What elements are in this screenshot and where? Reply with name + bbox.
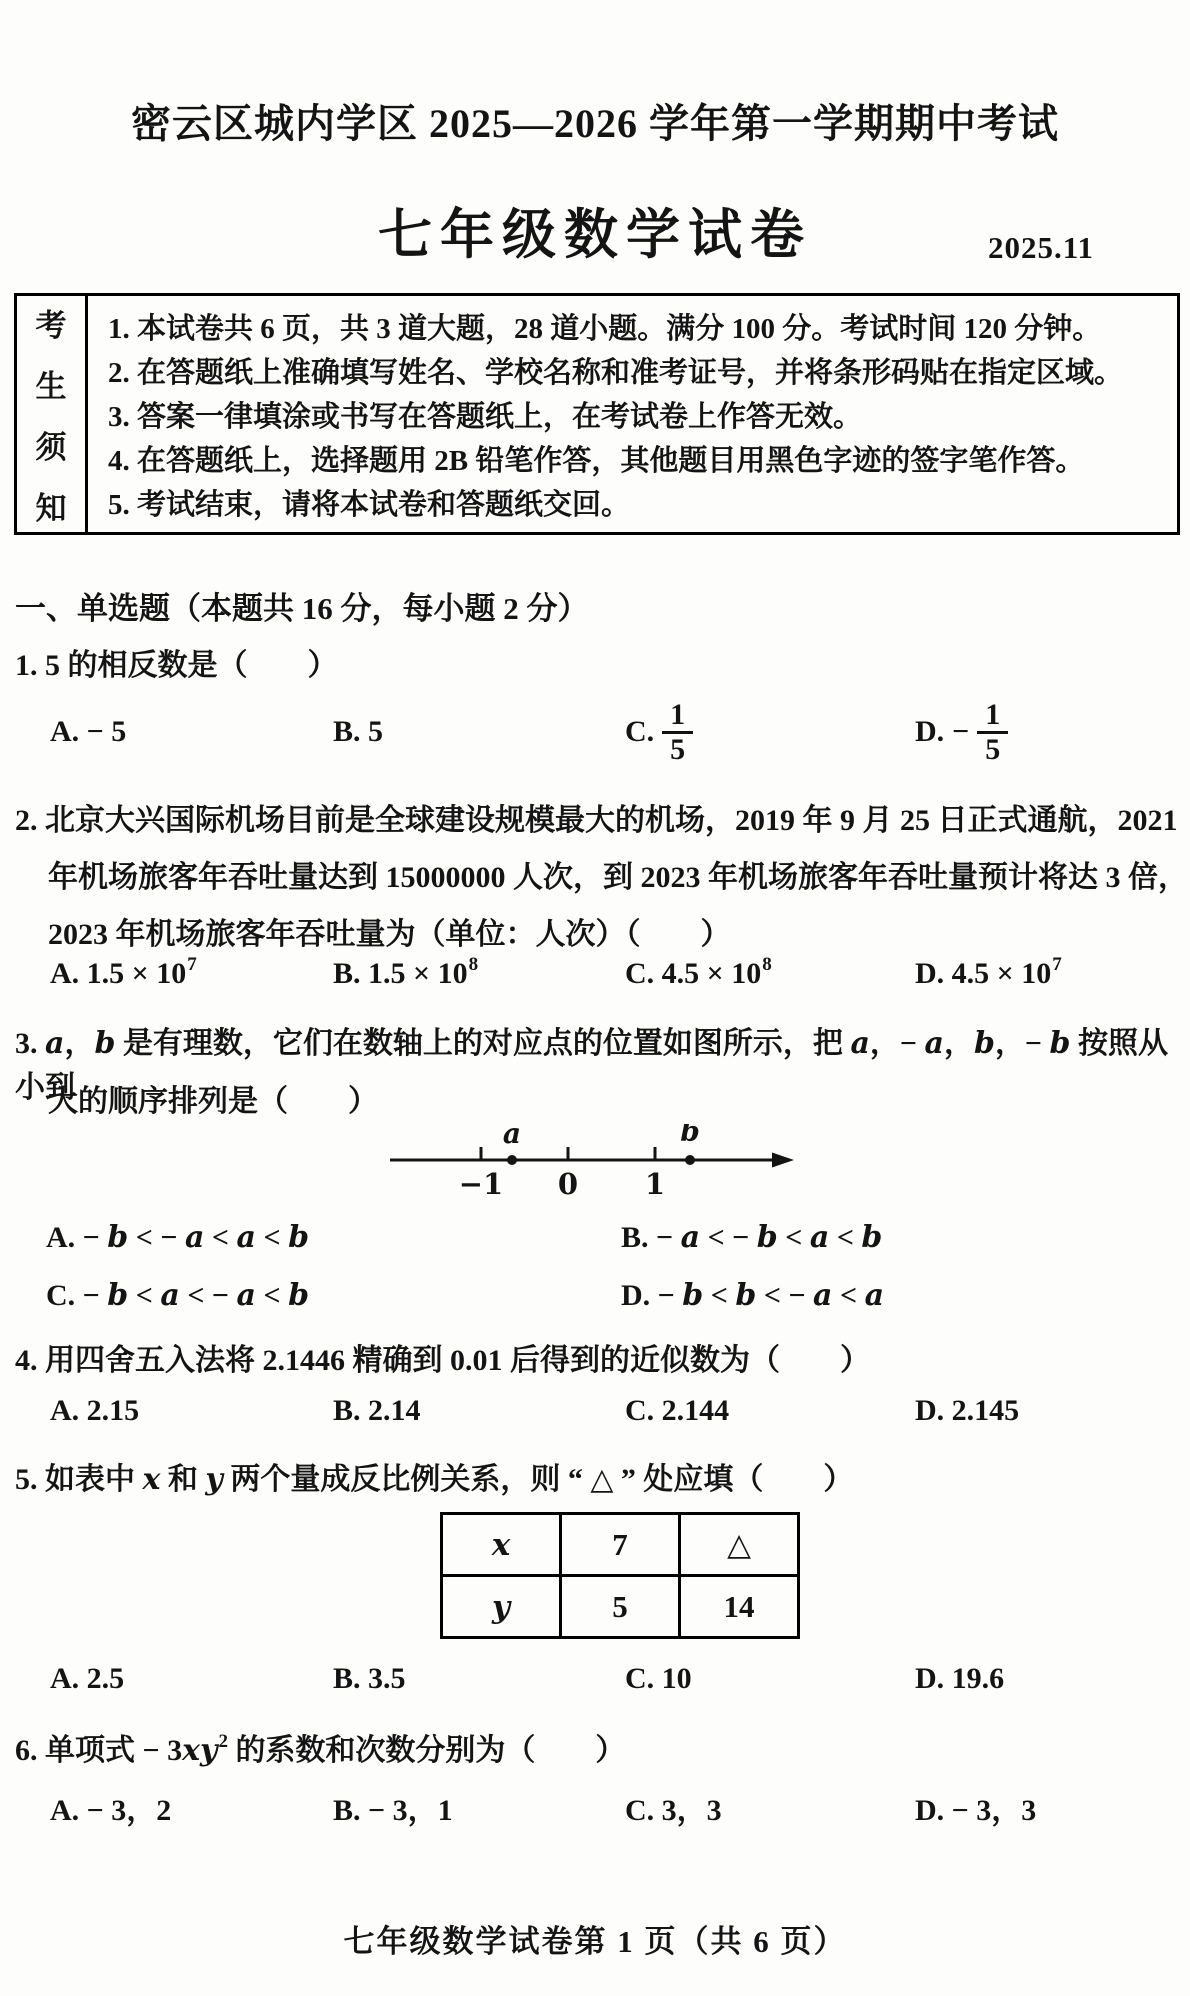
question-3-options-row2 xyxy=(0,1278,1190,1320)
q1-option-b: B. 5 xyxy=(333,715,384,748)
question-1-text: 1. 5 的相反数是（ ） xyxy=(15,649,338,682)
table-cell-x1: 7 xyxy=(561,1514,680,1576)
fraction xyxy=(662,699,693,765)
q1-option-c-label: C. xyxy=(625,715,655,748)
minus-sign: − xyxy=(952,715,970,748)
notice-item: 2. 在答题纸上准确填写姓名、学校名称和准考证号，并将条形码贴在指定区域。 xyxy=(108,357,1124,389)
question-2-line2: 年机场旅客年吞吐量达到 15000000 人次，到 2023 年机场旅客年吞吐量预计将达 3 倍， xyxy=(48,861,1188,894)
notice-side-label xyxy=(17,296,88,532)
q4-option-d: D. 2.145 xyxy=(915,1394,1020,1427)
notice-item: 5. 考试结束，请将本试卷和答题纸交回。 xyxy=(108,489,631,521)
q4-option-c: C. 2.144 xyxy=(625,1394,730,1427)
point-a-label: a xyxy=(502,1124,522,1150)
point-b-label: b xyxy=(680,1124,700,1148)
question-3-options-row1 xyxy=(0,1220,1190,1262)
fraction-numerator: 1 xyxy=(662,699,693,734)
question-2-options xyxy=(0,954,1190,999)
notice-item: 1. 本试卷共 6 页，共 3 道大题，28 道小题。满分 100 分。考试时间 120 分钟。 xyxy=(108,313,1102,345)
fraction-denominator: 5 xyxy=(985,732,1001,766)
q4-option-a: A. 2.15 xyxy=(50,1394,140,1427)
notice-side-char: 知 xyxy=(35,491,67,526)
exam-session-title: 密云区城内学区 2025—2026 学年第一学期期中考试 xyxy=(131,101,1059,146)
q1-option-d xyxy=(915,688,1008,776)
section-heading: 一、单选题（本题共 16 分，每小题 2 分） xyxy=(15,591,589,626)
tick-label-0: 0 xyxy=(557,1167,579,1201)
table-cell-y2: 14 xyxy=(680,1576,799,1638)
q3-option-b: B. − a < − b < a < b xyxy=(621,1220,883,1255)
question-5-text: 5. 如表中 x 和 y 两个量成反比例关系，则 “ △ ” 处应填（ ） xyxy=(15,1462,854,1497)
number-line-svg xyxy=(386,1124,796,1202)
question-4-options xyxy=(0,1394,1190,1436)
q5-option-d: D. 19.6 xyxy=(915,1662,1005,1695)
notice-side-char: 须 xyxy=(35,430,67,465)
question-4-text: 4. 用四舍五入法将 2.1446 精确到 0.01 后得到的近似数为（ ） xyxy=(15,1344,870,1377)
q6-option-b: B. − 3，1 xyxy=(333,1794,453,1827)
q5-table xyxy=(440,1512,800,1639)
notice-side-char: 考 xyxy=(35,308,67,343)
q2-option-b: B. $1.5 \times 10^8$ xyxy=(333,954,479,990)
number-line-figure xyxy=(386,1124,796,1207)
point-b-dot xyxy=(685,1155,695,1165)
x-variable: x xyxy=(491,1526,511,1563)
q2-option-d: D. $4.5 \times 10^7$ xyxy=(915,954,1062,990)
point-a-dot xyxy=(507,1155,517,1165)
q3-option-c: C. − b < a < − a < b xyxy=(46,1278,310,1313)
q5-option-a: A. 2.5 xyxy=(50,1662,125,1695)
question-6-options xyxy=(0,1785,1190,1827)
q5-option-c: C. 10 xyxy=(625,1662,692,1695)
q4-option-b: B. 2.14 xyxy=(333,1394,421,1427)
table-cell-y1: 5 xyxy=(561,1576,680,1638)
q1-option-c xyxy=(625,688,693,776)
table-cell-y-label xyxy=(442,1576,561,1638)
y-variable: y xyxy=(491,1588,510,1625)
axis-arrow-icon xyxy=(772,1153,794,1168)
q1-option-d-label: D. xyxy=(915,715,945,748)
tick-label-1: 1 xyxy=(644,1167,666,1201)
notice-item: 3. 答案一律填涂或书写在答题纸上，在考试卷上作答无效。 xyxy=(108,401,863,433)
question-2-line1: 2. 北京大兴国际机场目前是全球建设规模最大的机场，2019 年 9 月 25 日正式通航，2021 xyxy=(15,804,1178,837)
page-title: 七年级数学试卷 xyxy=(378,205,812,265)
notice-box xyxy=(14,293,1180,535)
q2-option-a: A. $1.5 \times 10^7$ xyxy=(50,954,197,990)
table-row-y xyxy=(442,1576,799,1638)
question-1-options xyxy=(0,688,1190,776)
fraction-denominator: 5 xyxy=(670,732,686,766)
q3-option-d: D. − b < b < − a < a xyxy=(621,1278,885,1313)
question-5-options xyxy=(0,1662,1190,1704)
table-row-x xyxy=(442,1514,799,1576)
fraction xyxy=(977,699,1008,765)
question-3-line2: 大的顺序排列是（ ） xyxy=(48,1085,378,1118)
q1-option-a: A. − 5 xyxy=(50,715,127,748)
page-footer: 七年级数学试卷第 1 页（共 6 页） xyxy=(343,1924,847,1959)
exam-date: 2025.11 xyxy=(988,230,1095,265)
q5-option-b: B. 3.5 xyxy=(333,1662,406,1695)
fraction-numerator: 1 xyxy=(977,699,1008,734)
q6-option-c: C. 3，3 xyxy=(625,1794,722,1827)
q3-option-a: A. − b < − a < a < b xyxy=(46,1220,310,1255)
q6-option-d: D. − 3，3 xyxy=(915,1794,1037,1827)
question-3-line1: 3. a，b 是有理数，它们在数轴上的对应点的位置如图所示，把 a，− a，b，− b 按照从小到 xyxy=(15,1026,1169,1104)
notice-list xyxy=(88,296,1177,532)
notice-side-char: 生 xyxy=(35,369,67,404)
question-6-text: 6. 单项式 − $3xy^2$ 的系数和次数分别为（ ） xyxy=(15,1731,626,1768)
q6-option-a: A. − 3，2 xyxy=(50,1794,172,1827)
table-cell-x-label xyxy=(442,1514,561,1576)
table-cell-x2-triangle: △ xyxy=(680,1514,799,1576)
question-2-line3: 2023 年机场旅客年吞吐量为（单位：人次）（ ） xyxy=(48,918,731,951)
notice-item: 4. 在答题纸上，选择题用 2B 铅笔作答，其他题目用黑色字迹的签字笔作答。 xyxy=(108,445,1085,477)
tick-label-minus1: −1 xyxy=(458,1167,504,1201)
q2-option-c: C. $4.5 \times 10^8$ xyxy=(625,954,772,990)
